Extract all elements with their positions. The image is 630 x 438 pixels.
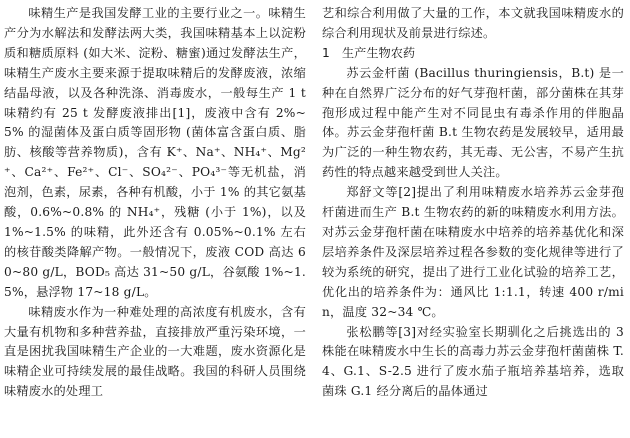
zheng-study-paragraph: 郑舒文等[2]提出了利用味精废水培养苏云金芽孢杆菌进而生产 B.t 生物农药的新的味精废水利用方法。对苏云金芽孢杆菌在味精废水中培养的培养基优化和深层培养条件及深层培养过程各参数的变化规律等进行了较为系统的研究，提出了进行工业化试验的培养工艺，优化出的培养条件为：通风比 1:1.1，转速 400 r/min，温度 32~34 ℃。 — [322, 185, 624, 319]
wastewater-paragraph: 味精废水作为一种难处理的高浓度有机废水，含有大量有机物和多种营养盐，直接排放严重污染环境，一直是困扰我国味精生产企业的一大难题，废水资源化是味精企业可持续发展的最佳战略。我国的科研人员围绕味精废水的处理工 — [4, 304, 306, 399]
right-column — [322, 4, 624, 436]
section-heading: 1 生产生物农药 — [322, 45, 416, 60]
continuation-paragraph: 艺和综合利用做了大量的工作，本文就我国味精废水的综合利用现状及前景进行综述。 — [322, 6, 624, 40]
zhang-study-paragraph: 张松鹏等[3]对经实验室长期驯化之后挑选出的 3 株能在味精废水中生长的高毒力苏云金芽孢杆菌菌株 T.4、G.1、S-2.5 进行了废水茄子瓶培养基培养，选取菌珠 G.1 经分离后的晶体通过 — [322, 324, 624, 399]
intro-paragraph: 味精生产是我国发酵工业的主要行业之一。味精生产分为水解法和发酵法两大类，我国味精基本上以淀粉质和糖质原料 (如大米、淀粉、糖蜜)通过发酵法生产，味精生产废水主要来源于提取味精后的发酵废液，浓缩结晶母液，以及各种洗涤、消毒废水，一般每生产 1 t 味精约有 25 t 发酵废液排出[1]，废液中含有 2%~5% 的湿菌体及蛋白质等固形物 (菌体富含蛋白质、脂肪、核酸等营养物质)，含有 K⁺、Na⁺、NH₄⁺、Mg²⁺、Ca²⁺、Fe²⁺、Cl⁻、SO₄²⁻、PO₄³⁻等无机盐，消泡剂，色素，尿素，各种有机酸，小于 1% 的其它氨基酸，0.6%~0.8% 的 NH₄⁺，残糖 (小于 1%)，以及 1%~1.5% 的味精，此外还含有 0.05%~0.1% 左右的核苷酸类降解产物。一般情况下，废液 COD 高达 60~80 g/L，BOD₅ 高达 31~50 g/L，谷氨酸 1%~1.5%，悬浮物 17~18 g/L。 — [4, 6, 306, 299]
left-column — [4, 4, 306, 436]
bt-intro-paragraph: 苏云金杆菌 (Bacillus thuringiensis，B.t) 是一种在自然界广泛分布的好气芽孢杆菌，部分菌株在其芽孢形成过程中能产生对不同昆虫有毒杀作用的伴胞晶体。苏云金芽孢杆菌 B.t 生物农药是发展较早，适用最为广泛的一种生物农药，其无毒、无公害，不易产生抗药性的特点越来越受到世人关注。 — [322, 65, 624, 180]
